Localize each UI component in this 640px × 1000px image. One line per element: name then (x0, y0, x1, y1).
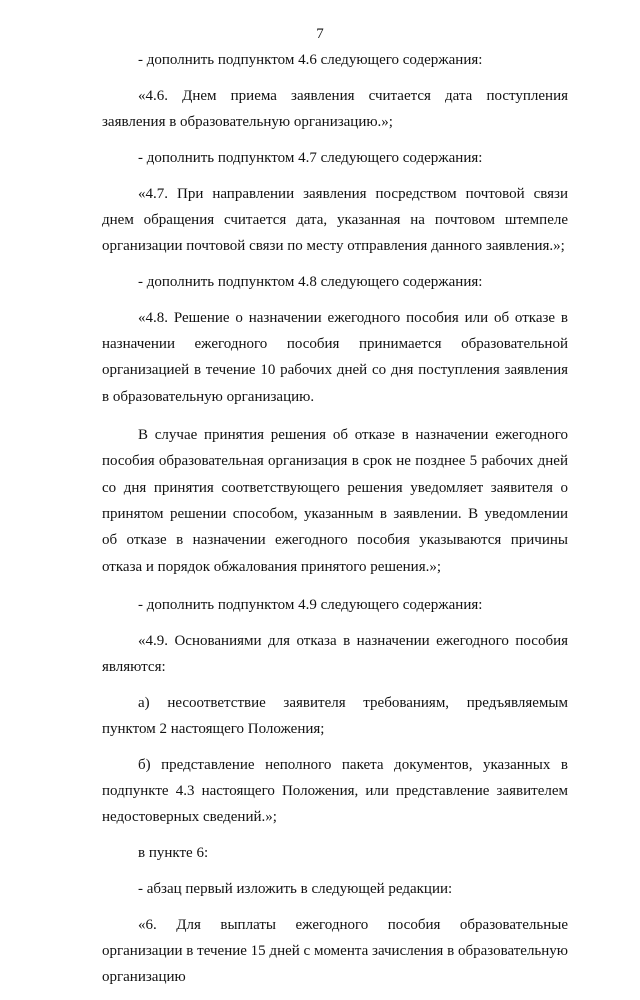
paragraph: «4.8. Решение о назначении ежегодного пособия или об отказе в назначении ежегодного пособия принимается образовательной организацией в течение 10 рабочих дней со дня поступления заявления в образовательную организацию. (102, 309, 568, 405)
paragraph: «4.9. Основаниями для отказа в назначении ежегодного пособия являются: (102, 632, 568, 675)
paragraph: в пункте 6: (138, 845, 209, 862)
paragraph: «4.6. Днем приема заявления считается дата поступления заявления в образовательную организацию.»; (102, 87, 568, 131)
document-body (102, 47, 568, 1000)
paragraph: а) несоответствие заявителя требованиям, предъявляемым пунктом 2 настоящего Положения; (102, 694, 568, 738)
paragraph: - дополнить подпунктом 4.6 следующего содержания: (138, 52, 483, 68)
paragraph: - абзац первый изложить в следующей редакции: (138, 881, 453, 898)
paragraph: - дополнить подпунктом 4.7 следующего содержания: (138, 149, 483, 166)
paragraph: «4.7. При направлении заявления посредством почтовой связи днем обращения считается дата, указанная на почтовом штемпеле организации почтовой связи по месту отправления данного заявления.»; (102, 185, 568, 255)
paragraph: б) представление неполного пакета документов, указанных в подпункте 4.3 настоящего Положения, или представление заявителем недостоверных сведений.»; (102, 756, 568, 826)
paragraph: «6. Для выплаты ежегодного пособия образовательные организации в течение 15 дней с момента зачисления в образовательную организацию (102, 916, 568, 986)
paragraph: - дополнить подпунктом 4.9 следующего содержания: (138, 596, 483, 613)
page-number: 7 (316, 26, 324, 42)
paragraph: - дополнить подпунктом 4.8 следующего содержания: (138, 274, 483, 291)
paragraph: В случае принятия решения об отказе в назначении ежегодного пособия образовательная организация в срок не позднее 5 рабочих дней со дня принятия соответствующего решения уведомляет заявителя о принятом решении способом, указанным в заявлении. В уведомлении об отказе в назначении ежегодного пособия указываются причины отказа и порядок обжалования принятого решения.»; (102, 427, 568, 575)
